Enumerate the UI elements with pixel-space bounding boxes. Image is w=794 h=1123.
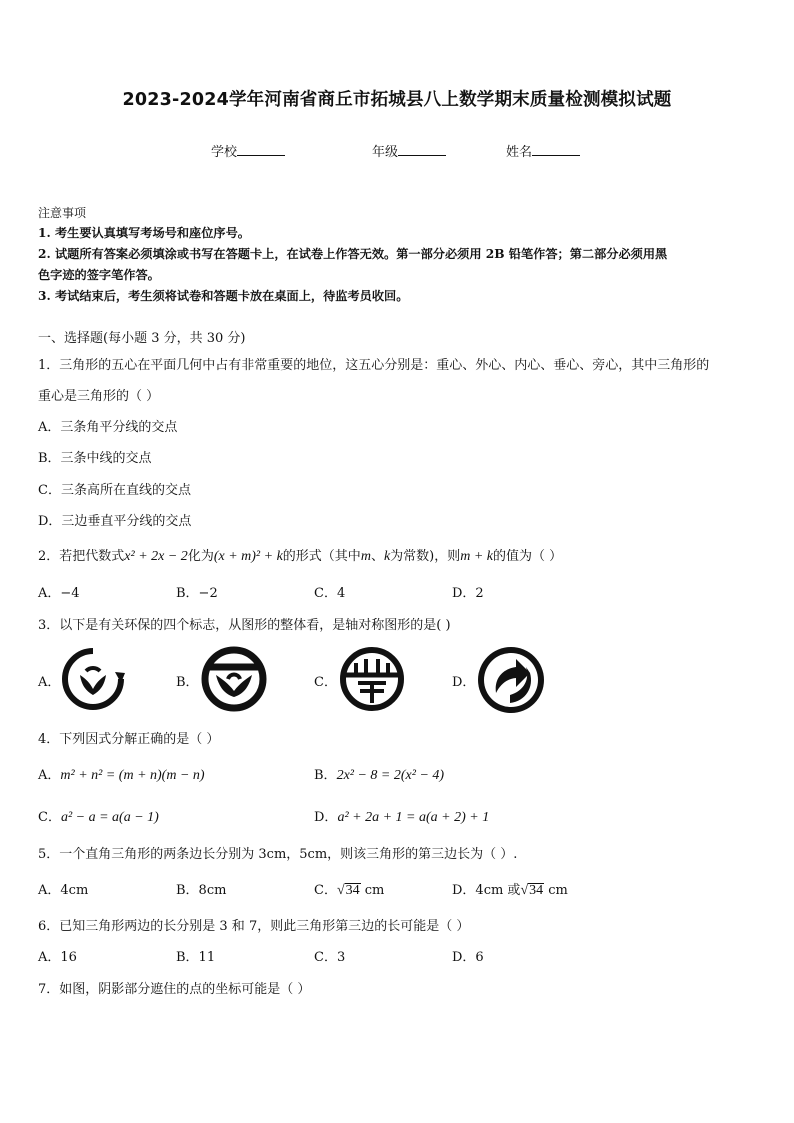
option-label: C． xyxy=(38,810,61,825)
q1-option-a: A．三条角平分线的交点 xyxy=(38,420,178,435)
name-field xyxy=(506,141,580,160)
notes-heading: 注意事项 xyxy=(38,206,87,220)
q2-text: 的值为（ ） xyxy=(493,549,563,564)
q7-stem: 7．如图，阴影部分遮住的点的坐标可能是（ ） xyxy=(38,982,311,997)
q3-stem: 3．以下是有关环保的四个标志，从图形的整体看，是轴对称图形的是( ) xyxy=(38,618,451,633)
q3-label-a: A． xyxy=(38,675,61,690)
q2-text: 2．若把代数式 xyxy=(38,549,125,564)
q1-stem: 1．三角形的五心在平面几何中占有非常重要的地位，这五心分别是：重心、外心、内心、垂心、旁心，其中三角形的 xyxy=(38,358,710,373)
q6-option-b: B．11 xyxy=(176,950,216,965)
grade-field xyxy=(372,141,446,160)
name-blank xyxy=(532,142,580,156)
unit: cm xyxy=(544,883,568,898)
q6-option-a: A．16 xyxy=(38,950,77,965)
q2-option-c: C．4 xyxy=(314,586,346,601)
q2-var-k: k xyxy=(383,549,391,564)
q1-stem-cont: 重心是三角形的（ ） xyxy=(38,389,160,404)
q2-var-m: m xyxy=(360,549,371,564)
q2-option-d: D．2 xyxy=(452,586,484,601)
option-label: D．4cm 或 xyxy=(452,883,521,898)
note-item: 1. 考生要认真填写考场号和座位序号。 xyxy=(38,226,250,240)
recycle-logo-a xyxy=(60,645,126,713)
option-label: B． xyxy=(314,768,337,783)
radicand: 34 xyxy=(345,883,360,898)
q1-option-c: C．三条高所在直线的交点 xyxy=(38,483,191,498)
q6-option-d: D．6 xyxy=(452,950,484,965)
q2-expr: x² + 2x − 2 xyxy=(124,549,188,564)
q3-label-b: B． xyxy=(176,675,199,690)
unit: cm xyxy=(360,883,385,898)
q2-text: 为常数)，则 xyxy=(390,549,461,564)
arrow-logo-d xyxy=(476,645,546,715)
section-heading: 一、选择题(每小题 3 分，共 30 分) xyxy=(38,331,246,346)
q4-c-expr: a² − a = a(a − 1) xyxy=(60,810,159,825)
option-label: D． xyxy=(314,810,338,825)
q4-a-expr: m² + n² = (m + n)(m − n) xyxy=(60,768,205,783)
q1-option-b: B．三条中线的交点 xyxy=(38,451,152,466)
q3-label-c: C． xyxy=(314,675,337,690)
note-item: 色字迹的签字笔作答。 xyxy=(38,268,160,282)
radicand: 34 xyxy=(529,883,544,898)
option-label: A． xyxy=(38,768,61,783)
school-blank xyxy=(237,142,285,156)
q5-option-b: B．8cm xyxy=(176,883,227,898)
q5-option-c: C．√34 cm xyxy=(314,883,385,898)
q4-option-a xyxy=(38,764,205,784)
name-label: 姓名 xyxy=(506,145,533,160)
q2-expr: m + k xyxy=(460,549,494,564)
note-item: 2. 试题所有答案必须填涂或书写在答题卡上，在试卷上作答无效。第一部分必须用 2B 铅笔作答；第二部分必须用黑 xyxy=(38,247,668,261)
q1-option-d: D．三边垂直平分线的交点 xyxy=(38,514,192,529)
q2-text: 的形式（其中 xyxy=(282,549,361,564)
q6-stem: 6．已知三角形两边的长分别是 3 和 7，则此三角形第三边的长可能是（ ） xyxy=(38,919,470,934)
school-field xyxy=(211,141,285,160)
q2-option-b: B．−2 xyxy=(176,586,218,601)
q5-stem: 5．一个直角三角形的两条边长分别为 3cm，5cm，则该三角形的第三边长为（ ）. xyxy=(38,847,518,862)
q2-expr: (x + m)² + k xyxy=(213,549,283,564)
q5-option-a: A．4cm xyxy=(38,883,89,898)
q5-option-d: D．4cm 或√34 cm xyxy=(452,883,568,898)
q3-label-d: D． xyxy=(452,675,476,690)
leaf-logo-b xyxy=(200,645,268,713)
q6-option-c: C．3 xyxy=(314,950,346,965)
factory-logo-c xyxy=(338,645,406,713)
q2-text: 化为 xyxy=(187,549,214,564)
q2-stem xyxy=(38,545,562,565)
q2-option-a: A．−4 xyxy=(38,586,80,601)
q4-option-c xyxy=(38,806,159,826)
q4-option-b xyxy=(314,764,444,784)
q2-text: 、 xyxy=(370,549,384,564)
q4-stem: 4．下列因式分解正确的是（ ） xyxy=(38,732,220,747)
q4-b-expr: 2x² − 8 = 2(x² − 4) xyxy=(336,768,445,783)
grade-blank xyxy=(398,142,446,156)
option-label: C． xyxy=(314,883,337,898)
school-label: 学校 xyxy=(211,145,238,160)
q4-option-d xyxy=(314,806,489,826)
page-title: 2023-2024学年河南省商丘市拓城县八上数学期末质量检测模拟试题 xyxy=(122,90,672,110)
grade-label: 年级 xyxy=(372,145,399,160)
q4-d-expr: a² + 2a + 1 = a(a + 2) + 1 xyxy=(337,810,490,825)
note-item: 3. 考试结束后，考生须将试卷和答题卡放在桌面上，待监考员收回。 xyxy=(38,289,409,303)
